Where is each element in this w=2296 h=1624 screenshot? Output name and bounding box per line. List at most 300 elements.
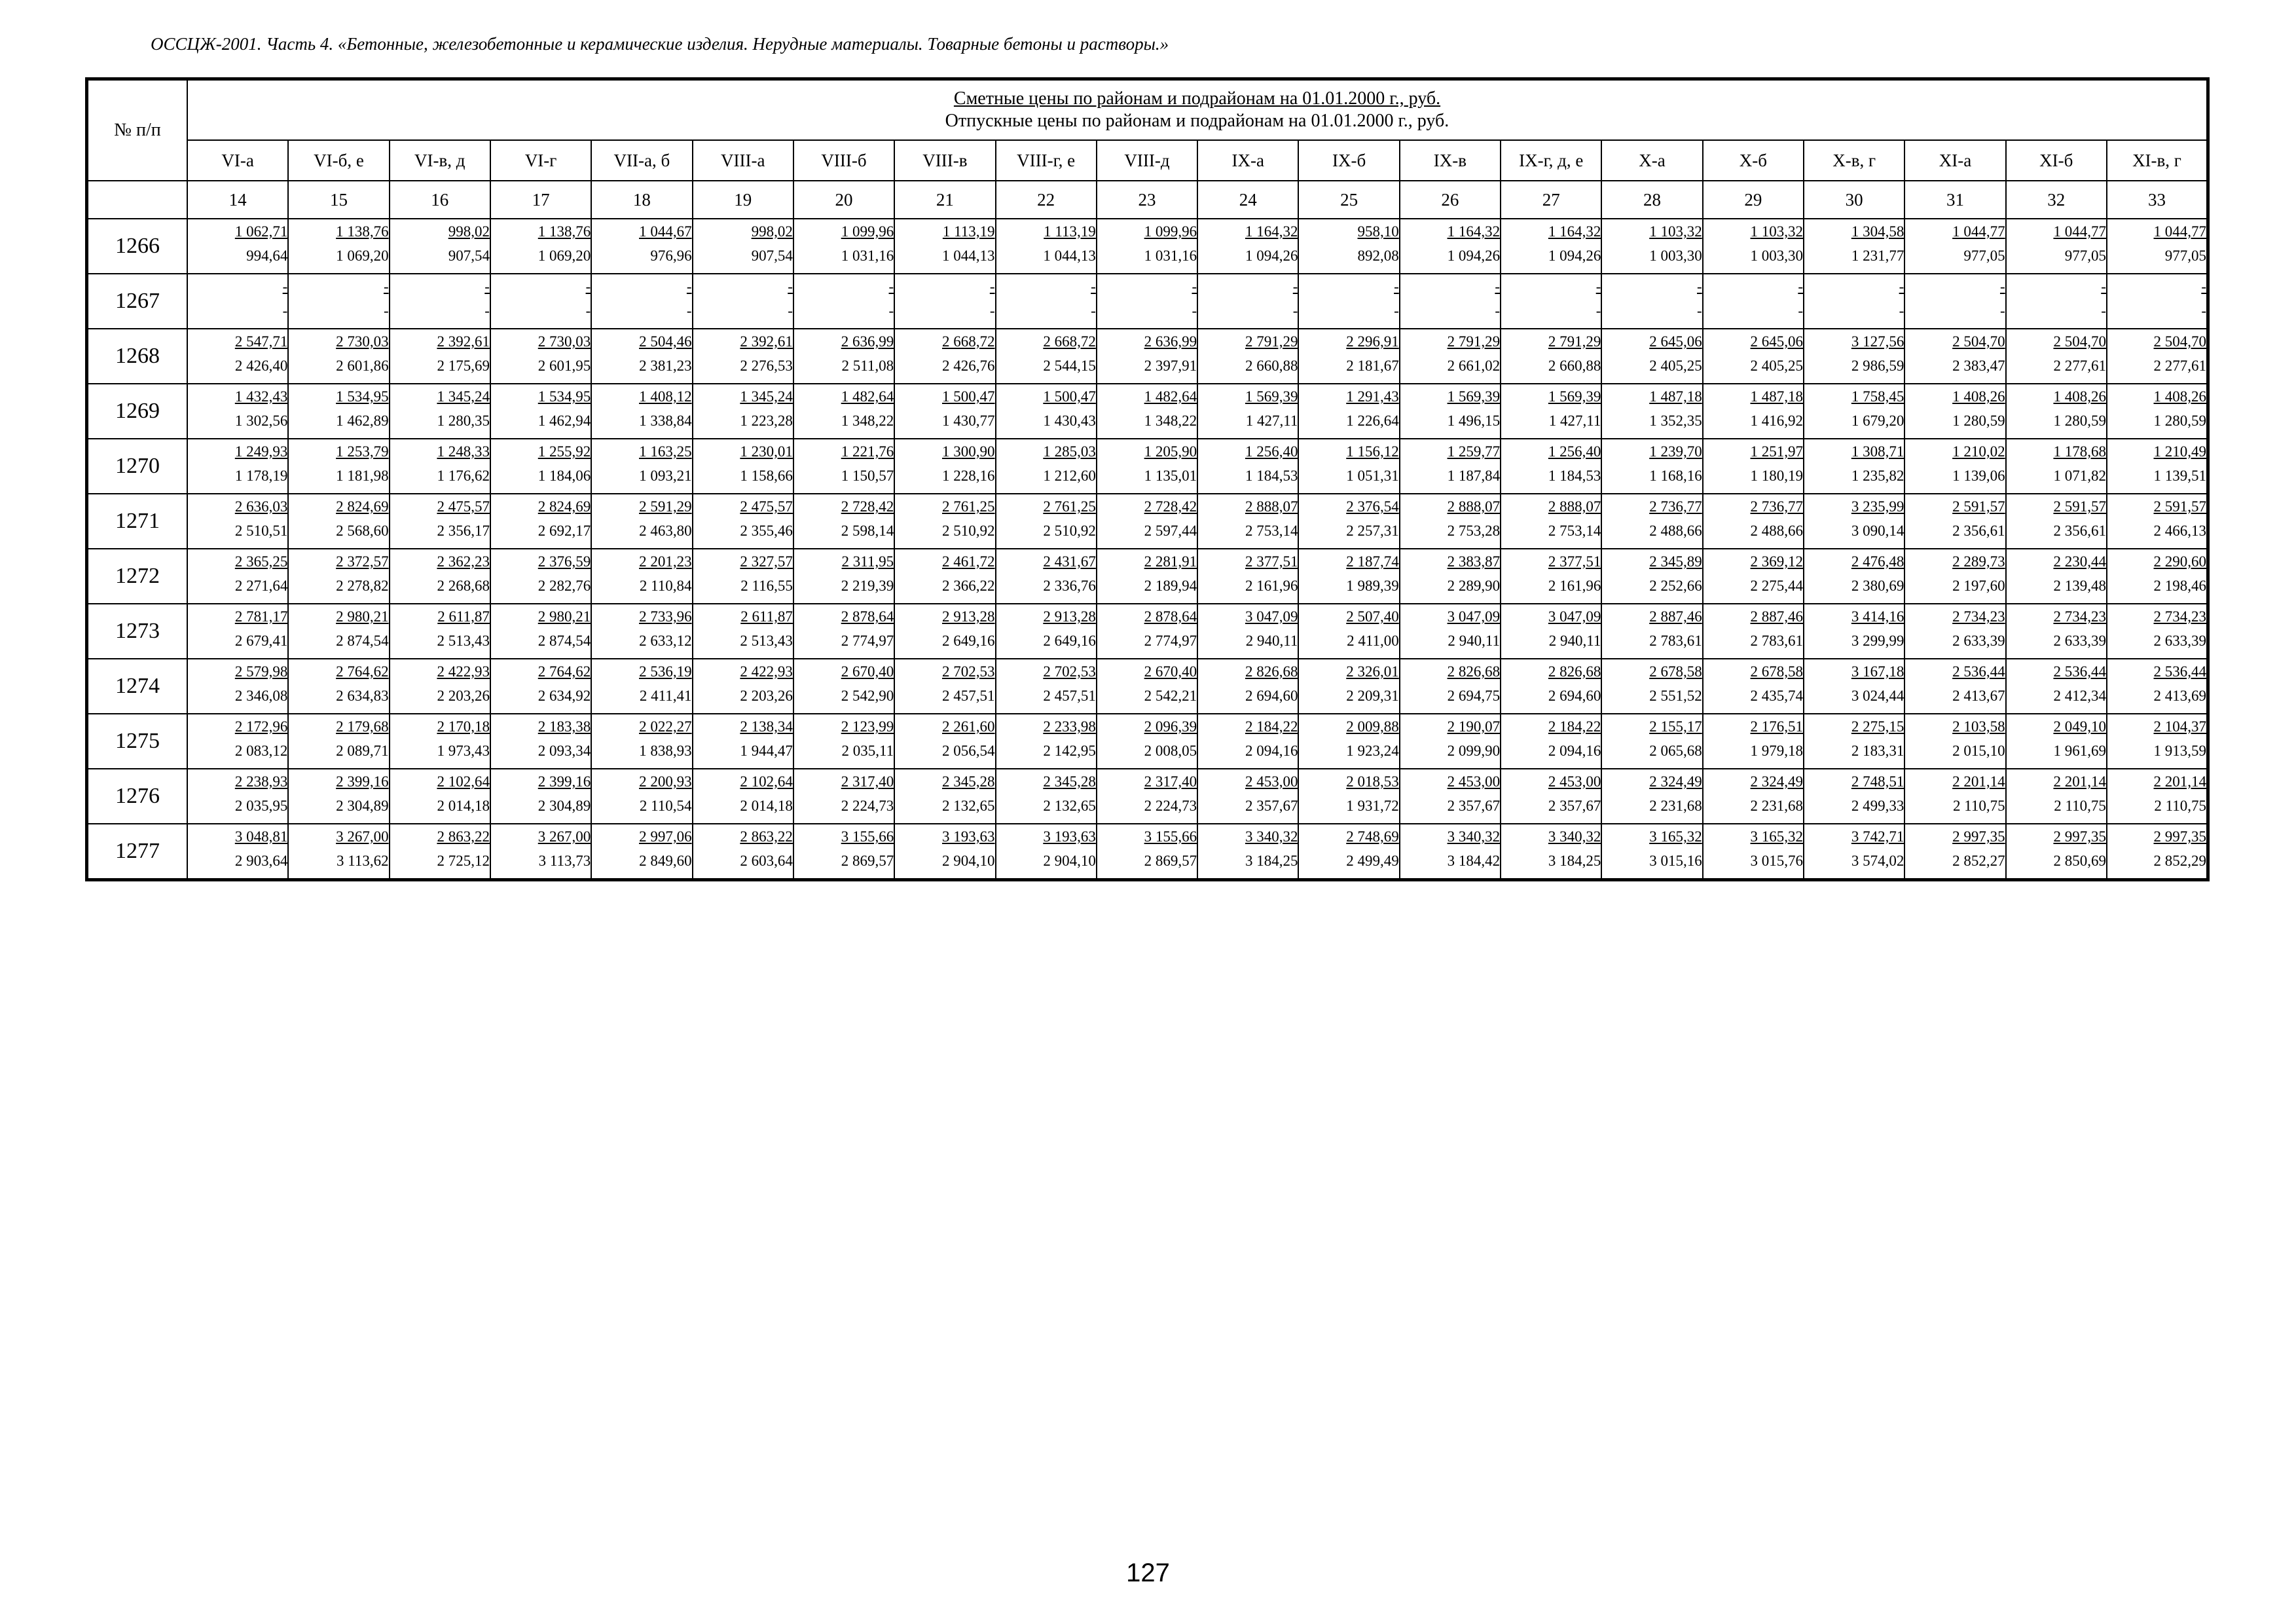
estimate-price: 2 678,58	[1649, 663, 1702, 680]
estimate-price: 2 678,58	[1750, 663, 1803, 680]
release-price: 2 405,25	[1750, 358, 1803, 374]
estimate-price: 2 888,07	[1447, 498, 1501, 515]
release-price: 2 277,61	[2053, 358, 2106, 374]
estimate-price: 2 591,57	[2053, 498, 2106, 515]
estimate-price: 2 997,35	[2153, 828, 2206, 845]
district-header: X-б	[1703, 140, 1804, 181]
estimate-price: 2 824,69	[538, 498, 591, 515]
price-cell	[2107, 274, 2208, 329]
release-price: 2 634,92	[538, 688, 591, 704]
release-price: 907,54	[751, 248, 793, 264]
column-index: 23	[1097, 181, 1197, 219]
release-price: 2 568,60	[336, 523, 389, 539]
release-price: 2 869,57	[1144, 853, 1197, 869]
release-price: 2 849,60	[639, 853, 692, 869]
estimate-price: 2 327,57	[740, 553, 793, 570]
estimate-price: 2 275,15	[1851, 718, 1904, 735]
price-cell	[187, 329, 288, 384]
release-price: 1 923,24	[1346, 743, 1399, 759]
estimate-price: 2 345,28	[1043, 773, 1096, 790]
estimate-price: 2 009,88	[1346, 718, 1399, 735]
release-price: 2 110,54	[639, 798, 692, 814]
price-cell	[187, 659, 288, 714]
price-cell	[2107, 824, 2208, 880]
estimate-price: 2 736,77	[1750, 498, 1803, 515]
price-cell	[2006, 549, 2107, 604]
estimate-price: 1 408,26	[2053, 388, 2106, 405]
release-price: 2 346,08	[234, 688, 288, 704]
estimate-price: 998,02	[448, 223, 490, 240]
release-price: 1 838,93	[639, 743, 692, 759]
price-cell	[1400, 274, 1501, 329]
release-price: 2 513,43	[740, 633, 793, 649]
release-price: 1 031,16	[1144, 248, 1197, 264]
release-price: 2 660,88	[1548, 358, 1601, 374]
estimate-price: 2 887,46	[1649, 608, 1702, 625]
price-cell	[1097, 714, 1197, 769]
index-blank	[87, 181, 188, 219]
estimate-price: 2 733,96	[639, 608, 692, 625]
release-price: 2 110,75	[2154, 798, 2206, 814]
price-cell	[1703, 329, 1804, 384]
price-cell	[2006, 659, 2107, 714]
estimate-price: 2 734,23	[2153, 608, 2206, 625]
estimate-price: 2 504,70	[2053, 333, 2106, 350]
price-cell	[894, 219, 995, 274]
estimate-price: 2 507,40	[1346, 608, 1399, 625]
price-cell	[1298, 494, 1399, 549]
price-cell	[1298, 384, 1399, 439]
price-cell	[1804, 549, 1904, 604]
estimate-price: 2 461,72	[942, 553, 995, 570]
estimate-price: -	[1595, 278, 1601, 295]
release-price: -	[989, 303, 995, 319]
price-cell	[693, 274, 793, 329]
release-price: 2 692,17	[538, 523, 591, 539]
price-cell	[2107, 439, 2208, 494]
price-cell	[1601, 604, 1702, 659]
release-price: 2 139,48	[2053, 578, 2106, 594]
release-price: 2 094,16	[1245, 743, 1298, 759]
price-cell	[187, 714, 288, 769]
release-price: 2 603,64	[740, 853, 793, 869]
estimate-price: 2 504,46	[639, 333, 692, 350]
estimate-price: 2 296,91	[1346, 333, 1399, 350]
price-cell	[1400, 439, 1501, 494]
column-index: 28	[1601, 181, 1702, 219]
price-cell	[1904, 549, 2005, 604]
column-index-row	[87, 181, 2208, 219]
estimate-price: 2 591,57	[1952, 498, 2005, 515]
release-price: 2 510,92	[1043, 523, 1096, 539]
table-row	[87, 274, 2208, 329]
estimate-price: 2 311,95	[841, 553, 894, 570]
release-price: -	[484, 303, 490, 319]
estimate-price: 2 289,73	[1952, 553, 2005, 570]
release-price: 1 069,20	[336, 248, 389, 264]
price-cell	[490, 439, 591, 494]
release-price: 2 231,68	[1750, 798, 1803, 814]
release-price: 2 940,11	[1548, 633, 1601, 649]
estimate-price: 2 453,00	[1447, 773, 1501, 790]
price-cell	[591, 384, 692, 439]
release-price: 2 198,46	[2153, 578, 2206, 594]
estimate-price: 1 487,18	[1750, 388, 1803, 405]
estimate-price: 1 044,77	[2153, 223, 2206, 240]
release-price: 2 110,75	[2054, 798, 2106, 814]
release-price: -	[282, 303, 288, 319]
row-number: 1273	[87, 604, 188, 659]
estimate-price: 2 611,87	[437, 608, 490, 625]
price-cell	[1904, 219, 2005, 274]
release-price: 1 139,51	[2153, 468, 2206, 484]
price-cell	[2107, 604, 2208, 659]
price-cell	[1501, 494, 1601, 549]
price-cell	[1703, 439, 1804, 494]
release-price: 1 184,53	[1548, 468, 1601, 484]
release-price: 1 139,06	[1952, 468, 2005, 484]
price-cell	[1703, 714, 1804, 769]
price-cell	[187, 219, 288, 274]
estimate-price: -	[989, 278, 995, 295]
estimate-price: 2 645,06	[1649, 333, 1702, 350]
price-cell	[187, 384, 288, 439]
district-header: X-в, г	[1804, 140, 1904, 181]
price-cell	[390, 714, 490, 769]
column-index: 15	[288, 181, 389, 219]
release-price: 2 094,16	[1548, 743, 1601, 759]
release-price: 1 003,30	[1649, 248, 1702, 264]
release-price: 1 071,82	[2053, 468, 2106, 484]
estimate-price: 3 165,32	[1750, 828, 1803, 845]
price-cell	[894, 824, 995, 880]
estimate-price: 3 165,32	[1649, 828, 1702, 845]
price-cell	[1400, 824, 1501, 880]
release-price: 2 304,89	[336, 798, 389, 814]
estimate-price: -	[1091, 278, 1096, 295]
column-index: 20	[793, 181, 894, 219]
release-price: 1 913,59	[2153, 743, 2206, 759]
price-cell	[996, 384, 1097, 439]
release-price: 3 184,25	[1245, 853, 1298, 869]
column-index: 21	[894, 181, 995, 219]
estimate-price: 1 156,12	[1346, 443, 1399, 460]
release-price: 2 488,66	[1750, 523, 1803, 539]
price-cell	[1601, 439, 1702, 494]
release-price: 1 961,69	[2053, 743, 2106, 759]
release-price: 1 973,43	[437, 743, 490, 759]
estimate-price: 2 636,03	[234, 498, 288, 515]
estimate-price: 2 324,49	[1649, 773, 1702, 790]
price-cell	[187, 439, 288, 494]
estimate-price: 1 103,32	[1750, 223, 1803, 240]
release-price: 2 633,39	[2153, 633, 2206, 649]
estimate-price: 2 668,72	[1043, 333, 1096, 350]
release-price: 1 427,11	[1245, 413, 1298, 429]
price-cell	[490, 769, 591, 824]
price-cell	[1298, 769, 1399, 824]
release-price: 2 542,90	[841, 688, 894, 704]
release-price: 2 336,76	[1043, 578, 1096, 594]
release-price: 3 184,25	[1548, 853, 1601, 869]
price-cell	[390, 604, 490, 659]
release-price: 1 427,11	[1548, 413, 1601, 429]
district-header: VI-г	[490, 140, 591, 181]
release-price: 2 634,83	[336, 688, 389, 704]
price-cell	[793, 549, 894, 604]
estimate-price: 1 255,92	[538, 443, 591, 460]
estimate-price: 2 734,23	[1952, 608, 2005, 625]
release-price: 3 113,73	[538, 853, 591, 869]
release-price: -	[1798, 303, 1803, 319]
estimate-price: 1 230,01	[740, 443, 793, 460]
price-cell	[793, 494, 894, 549]
price-cell	[1400, 714, 1501, 769]
price-cell	[288, 384, 389, 439]
estimate-price: 2 170,18	[437, 718, 490, 735]
column-index: 24	[1197, 181, 1298, 219]
price-cell	[1601, 659, 1702, 714]
price-cell	[288, 824, 389, 880]
release-price: 2 209,31	[1346, 688, 1399, 704]
estimate-price: 2 431,67	[1043, 553, 1096, 570]
price-cell	[1601, 549, 1702, 604]
estimate-price: 1 062,71	[234, 223, 288, 240]
price-cell	[187, 769, 288, 824]
row-number: 1277	[87, 824, 188, 880]
table-row	[87, 604, 2208, 659]
release-price: 2 278,82	[336, 578, 389, 594]
estimate-price: 2 369,12	[1750, 553, 1803, 570]
release-price: -	[585, 303, 591, 319]
estimate-price: 1 291,43	[1346, 388, 1399, 405]
estimate-price: 3 155,66	[841, 828, 894, 845]
estimate-price: 1 138,76	[538, 223, 591, 240]
release-price: 1 352,35	[1649, 413, 1702, 429]
estimate-price: 1 251,97	[1750, 443, 1803, 460]
estimate-price: 1 308,71	[1851, 443, 1904, 460]
estimate-price: 2 172,96	[234, 718, 288, 735]
price-cell	[288, 494, 389, 549]
price-cell	[1601, 329, 1702, 384]
estimate-price: 2 591,29	[639, 498, 692, 515]
estimate-price: 2 362,23	[437, 553, 490, 570]
release-price: 2 224,73	[1144, 798, 1197, 814]
price-cell	[1197, 439, 1298, 494]
estimate-price: 3 193,63	[1043, 828, 1096, 845]
estimate-price: 2 475,57	[740, 498, 793, 515]
price-cell	[1804, 604, 1904, 659]
release-price: 1 212,60	[1043, 468, 1096, 484]
column-index: 16	[390, 181, 490, 219]
price-cell	[1298, 219, 1399, 274]
price-cell	[894, 439, 995, 494]
price-cell	[793, 274, 894, 329]
estimate-price: 3 047,09	[1548, 608, 1601, 625]
release-price: 2 161,96	[1245, 578, 1298, 594]
estimate-price: -	[2201, 278, 2206, 295]
release-price: 892,08	[1357, 248, 1399, 264]
price-cell	[1703, 549, 1804, 604]
release-price: 2 366,22	[942, 578, 995, 594]
estimate-price: 2 190,07	[1447, 718, 1501, 735]
estimate-price: 2 826,68	[1447, 663, 1501, 680]
release-price: 1 302,56	[234, 413, 288, 429]
price-cell	[1601, 494, 1702, 549]
estimate-price: 1 044,77	[2053, 223, 2106, 240]
release-price: 2 649,16	[1043, 633, 1096, 649]
price-cell	[1501, 219, 1601, 274]
price-cell	[996, 329, 1097, 384]
estimate-price: 2 399,16	[336, 773, 389, 790]
release-price: 1 184,53	[1245, 468, 1298, 484]
column-index: 31	[1904, 181, 2005, 219]
release-price: 2 268,68	[437, 578, 490, 594]
price-cell	[490, 824, 591, 880]
estimate-price: -	[686, 278, 692, 295]
estimate-price: 2 317,40	[1144, 773, 1197, 790]
page-number: 127	[1126, 1559, 1170, 1587]
estimate-price: 2 392,61	[437, 333, 490, 350]
price-cell	[793, 329, 894, 384]
release-price: 2 649,16	[942, 633, 995, 649]
release-price: 2 065,68	[1649, 743, 1702, 759]
price-cell	[1904, 439, 2005, 494]
price-cell	[2107, 714, 2208, 769]
estimate-price: 2 422,93	[740, 663, 793, 680]
estimate-price: 2 317,40	[841, 773, 894, 790]
price-cell	[2006, 439, 2107, 494]
estimate-price: 1 408,26	[1952, 388, 2005, 405]
price-cell	[288, 659, 389, 714]
estimate-price: 2 183,38	[538, 718, 591, 735]
estimate-price: 2 913,28	[1043, 608, 1096, 625]
release-price: 2 008,05	[1144, 743, 1197, 759]
price-cell	[591, 549, 692, 604]
estimate-price: 2 201,14	[1952, 773, 2005, 790]
price-cell	[1298, 329, 1399, 384]
price-cell	[1904, 824, 2005, 880]
release-price: -	[788, 303, 793, 319]
estimate-price: 2 324,49	[1750, 773, 1803, 790]
release-price: 2 874,54	[336, 633, 389, 649]
price-cell	[1804, 714, 1904, 769]
release-price: 1 226,64	[1346, 413, 1399, 429]
price-cell	[1904, 494, 2005, 549]
release-price: 2 457,51	[942, 688, 995, 704]
release-price: 2 357,67	[1447, 798, 1501, 814]
estimate-price: 2 764,62	[538, 663, 591, 680]
price-cell	[591, 494, 692, 549]
estimate-price: 1 210,02	[1952, 443, 2005, 460]
estimate-price: 1 099,96	[841, 223, 894, 240]
price-cell	[1197, 714, 1298, 769]
release-price: 2 231,68	[1649, 798, 1702, 814]
release-price: 2 426,40	[234, 358, 288, 374]
release-price: 2 181,67	[1346, 358, 1399, 374]
estimate-price: 2 018,53	[1346, 773, 1399, 790]
release-price: 2 014,18	[740, 798, 793, 814]
estimate-price: 2 997,06	[639, 828, 692, 845]
estimate-price: 3 047,09	[1245, 608, 1298, 625]
estimate-price: 2 761,25	[1043, 498, 1096, 515]
release-price: 2 357,67	[1245, 798, 1298, 814]
estimate-price: 2 702,53	[1043, 663, 1096, 680]
estimate-price: 2 453,00	[1245, 773, 1298, 790]
release-price: 2 356,61	[2053, 523, 2106, 539]
price-cell	[1197, 384, 1298, 439]
price-cell	[2006, 769, 2107, 824]
estimate-price: 2 668,72	[942, 333, 995, 350]
release-price: 1 069,20	[538, 248, 591, 264]
estimate-price: 2 102,64	[437, 773, 490, 790]
price-cell	[591, 714, 692, 769]
release-price: 1 280,59	[2153, 413, 2206, 429]
estimate-price: 1 432,43	[234, 388, 288, 405]
price-cell	[894, 384, 995, 439]
price-cell	[894, 769, 995, 824]
release-price: 2 014,18	[437, 798, 490, 814]
release-price: 2 132,65	[942, 798, 995, 814]
row-number: 1267	[87, 274, 188, 329]
price-cell	[1097, 769, 1197, 824]
release-price: 2 197,60	[1952, 578, 2005, 594]
price-cell	[793, 604, 894, 659]
price-cell	[2006, 714, 2107, 769]
price-cell	[1097, 659, 1197, 714]
price-cell	[288, 714, 389, 769]
estimate-price: 2 504,70	[1952, 333, 2005, 350]
price-cell	[1097, 439, 1197, 494]
price-cell	[1703, 274, 1804, 329]
release-price: 2 189,94	[1144, 578, 1197, 594]
release-price: 2 986,59	[1851, 358, 1904, 374]
release-price: 2 132,65	[1043, 798, 1096, 814]
estimate-price: 2 878,64	[1144, 608, 1197, 625]
estimate-price: 2 281,91	[1144, 553, 1197, 570]
estimate-price: 1 259,77	[1447, 443, 1501, 460]
estimate-price: 2 997,35	[1952, 828, 2005, 845]
release-price: 2 511,08	[841, 358, 894, 374]
release-price: 2 633,39	[2053, 633, 2106, 649]
estimate-price: 1 569,39	[1245, 388, 1298, 405]
release-price: 1 094,26	[1548, 248, 1601, 264]
estimate-price: 1 300,90	[942, 443, 995, 460]
release-price: 2 413,69	[2153, 688, 2206, 704]
price-cell	[1298, 549, 1399, 604]
release-price: -	[686, 303, 692, 319]
estimate-price: 1 500,47	[1043, 388, 1096, 405]
release-price: -	[2201, 303, 2206, 319]
column-index: 27	[1501, 181, 1601, 219]
estimate-price: 2 392,61	[740, 333, 793, 350]
estimate-price: 1 285,03	[1043, 443, 1096, 460]
estimate-price: 2 184,22	[1245, 718, 1298, 735]
price-cell	[390, 439, 490, 494]
estimate-price: 3 414,16	[1851, 608, 1904, 625]
estimate-price: 2 888,07	[1548, 498, 1601, 515]
estimate-price: 2 187,74	[1346, 553, 1399, 570]
price-cell	[1804, 769, 1904, 824]
release-price: 2 510,92	[942, 523, 995, 539]
estimate-price: 2 290,60	[2153, 553, 2206, 570]
price-cell	[1703, 659, 1804, 714]
release-price: 1 031,16	[841, 248, 894, 264]
release-price: 2 499,33	[1851, 798, 1904, 814]
price-cell	[1904, 604, 2005, 659]
price-cell	[1703, 219, 1804, 274]
estimate-price: 2 748,69	[1346, 828, 1399, 845]
